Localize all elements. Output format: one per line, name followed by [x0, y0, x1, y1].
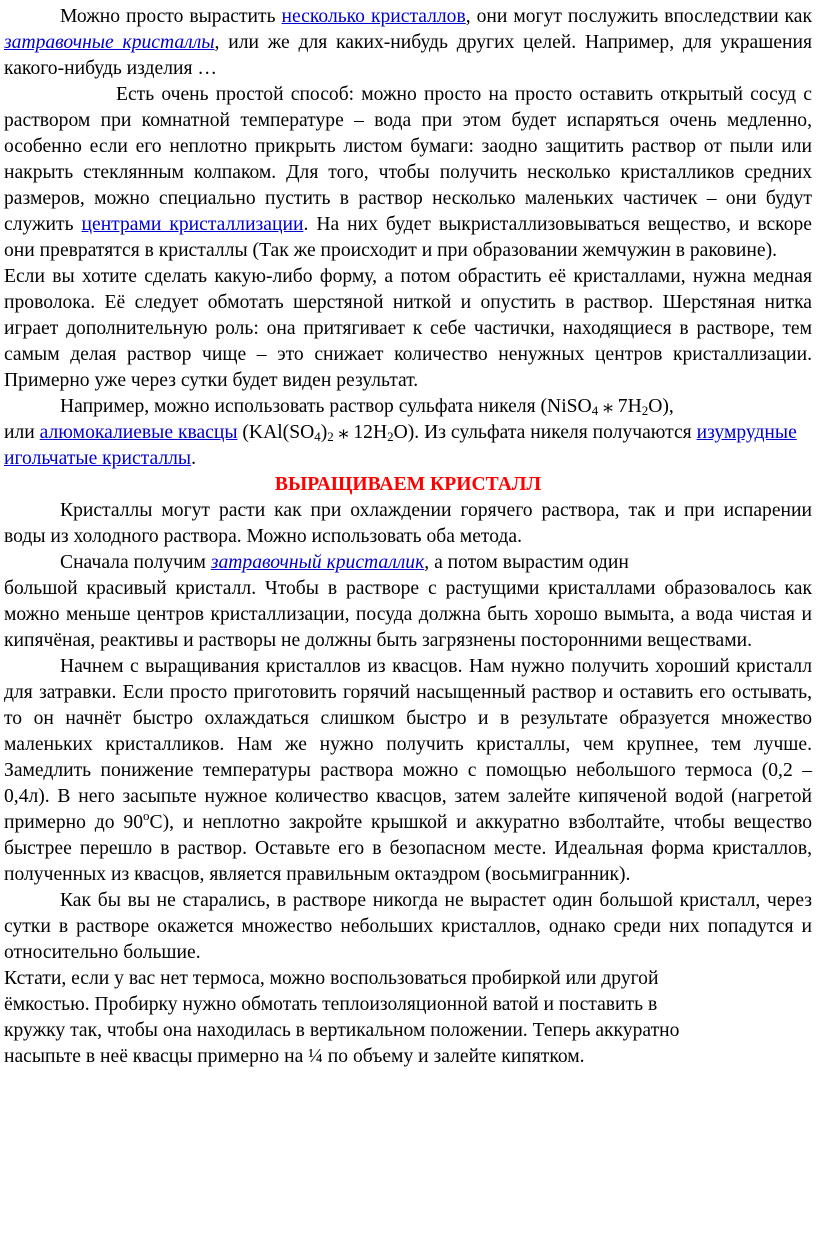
paragraph-example-solutions-cont: [4, 420, 812, 472]
paragraph-test-tube: [4, 966, 812, 1070]
text: или: [4, 422, 40, 443]
subscript: 2: [641, 403, 649, 418]
subscript: 2: [387, 429, 394, 444]
text: ⁎: [598, 396, 618, 417]
paragraph-alum-growth: [4, 654, 812, 888]
text: Кстати, если у вас нет термоса, можно воспользоваться пробиркой или другой: [4, 968, 659, 989]
paragraph-simple-method: [4, 82, 812, 264]
text: 7H: [617, 396, 642, 417]
text: . На них будет выкристаллизовываться вещество, и вскоре они превратятся в кристаллы (Так же происходит и при образовании жемчужин в раковине).: [4, 214, 812, 261]
text: O),: [648, 396, 674, 417]
paragraph-example-solutions: [4, 394, 812, 420]
text: .: [191, 448, 196, 469]
paragraph-seed-crystal-cont: большой красивый кристалл. Чтобы в растворе с растущими кристаллами образовалось как можно меньше центров кристаллизации, посуда должна быть хорошо вымыта, а вода чистая и кипячёная, реактивы и растворы не должны быть загрязнены посторонними веществами.: [4, 578, 812, 651]
section-heading: ВЫРАЩИВАЕМ КРИСТАЛЛ: [274, 474, 542, 495]
link-emerald-needle-crystals[interactable]: изумрудные игольчатые кристаллы: [4, 422, 797, 469]
text: ⁎: [333, 422, 354, 443]
subscript: 4: [314, 429, 321, 444]
text: , а потом вырастим один: [424, 552, 629, 573]
link-alum[interactable]: алюмокалиевые квасцы: [39, 422, 238, 443]
text: O). Из сульфата никеля получаются: [393, 422, 697, 443]
paragraph-growth-methods: Кристаллы могут расти как при охлаждении горячего раствора, так и при испарении воды из холодного раствора. Можно использовать оба метода.: [4, 500, 812, 547]
text: (KAl(SO: [237, 422, 315, 443]
text: Начнем с выращивания кристаллов из квасцов. Нам нужно получить хороший кристалл для затравки. Если просто приготовить горячий насыщенный раствор и оставить его остывать, то он начнёт быстро охлаждаться слишком быстро и в результате образуется множество маленьких кристалликов. Нам же нужно получить кристаллы, чем крупнее, тем лучше. Замедлить понижение температуры раствора можно с помощью небольшого термоса (0,2 – 0,4л). В него засыпьте нужное количество квасцов, затем залейте кипяченой водой (нагретой примерно до 90: [4, 656, 812, 833]
text: С), и неплотно закройте крышкой и аккуратно взболтайте, чтобы вещество быстрее перешло в раствор. Оставьте его в безопасном месте. Идеальная форма кристаллов, полученных из квасцов, является правильным октаэдром (восьмигранник).: [4, 812, 812, 885]
link-seed-crystals[interactable]: затравочные кристаллы: [4, 32, 215, 53]
subscript: 2: [327, 429, 334, 444]
text: насыпьте в неё квасцы примерно на ¼ по объему и залейте кипятком.: [4, 1046, 585, 1067]
paragraph-many-crystals: Как бы вы не старались, в растворе никогда не вырастет один большой кристалл, через сутки в растворе окажется множество небольших кристаллов, однако среди них попадутся и относительно большие.: [4, 890, 812, 963]
link-several-crystals[interactable]: несколько кристаллов: [281, 6, 466, 27]
text: Можно просто вырастить: [60, 6, 282, 27]
text: 12H: [353, 422, 388, 443]
text: кружку так, чтобы она находилась в вертикальном положении. Теперь аккуратно: [4, 1020, 680, 1041]
text: , они могут послужить впоследствии как: [465, 6, 812, 27]
link-crystallization-centers[interactable]: центрами кристаллизации: [81, 214, 304, 235]
text: Есть очень простой способ: можно просто на просто оставить открытый сосуд с раствором при комнатной температуре – вода при этом будет испаряться очень медленно, особенно если его неплотно прикрыть листом бумаги: заодно защитить раствор от пыли или накрыть стеклянным колпаком. Для того, чтобы получить несколько кристалликов средних размеров, можно специально пустить в раствор несколько маленьких частичек – они будут служить: [4, 84, 812, 235]
text: ёмкостью. Пробирку нужно обмотать теплоизоляционной ватой и поставить в: [4, 994, 658, 1015]
text: , или же для каких-нибудь других целей. Например, для украшения какого-нибудь изделия …: [4, 32, 813, 79]
link-seed-crystal[interactable]: затравочный кристаллик: [210, 552, 425, 573]
paragraph-intro: [4, 4, 812, 82]
paragraph-copper-wire: Если вы хотите сделать какую-либо форму, а потом обрастить её кристаллами, нужна медная проволока. Её следует обмотать шерстяной ниткой и опустить в раствор. Шерстяная нитка играет дополнительную роль: она притягивает к себе частички, находящиеся в растворе, тем самым делая раствор чище – это снижает количество ненужных центров кристаллизации. Примерно уже через сутки будет виден результат.: [4, 266, 812, 391]
text: ): [320, 422, 328, 443]
subscript: 4: [591, 403, 599, 418]
superscript: о: [143, 808, 150, 823]
text: Сначала получим: [60, 552, 211, 573]
paragraph-seed-crystal: [4, 550, 812, 576]
text: Например, можно использовать раствор сульфата никеля (NiSO: [60, 396, 592, 417]
